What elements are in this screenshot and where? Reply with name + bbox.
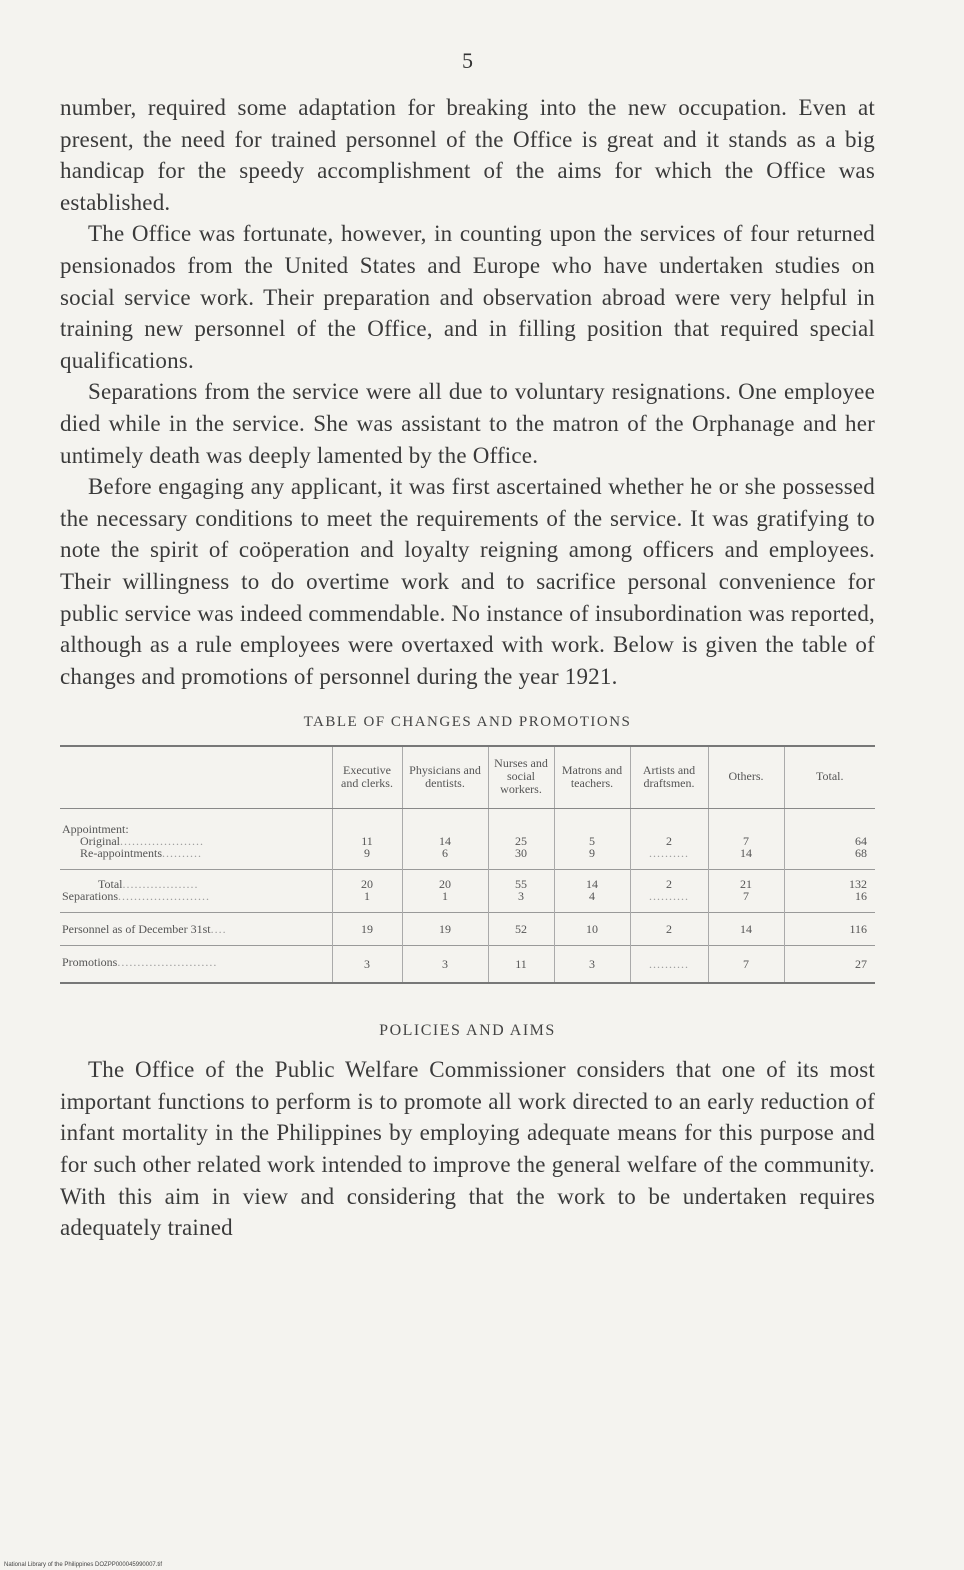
cell: ..........: [630, 847, 708, 870]
cell: 116: [784, 913, 875, 946]
cell: 132: [784, 870, 875, 891]
cell: 20: [402, 870, 488, 891]
table-title: TABLE OF CHANGES AND PROMOTIONS: [303, 714, 632, 731]
cell: 55: [488, 870, 554, 891]
cell: ..........: [630, 890, 708, 913]
cell: 6: [402, 847, 488, 870]
row-label-original: Original.....................: [80, 834, 204, 849]
cell: 68: [784, 847, 875, 870]
table-row: [60, 913, 875, 946]
table-row: [60, 809, 875, 836]
row-label-reappointments: Re-appointments..........: [80, 846, 202, 861]
cell: 3: [402, 946, 488, 984]
closing-paragraph: The Office of the Public Welfare Commissioner considers that one of its most important functions to perform is to promote all work directed to an early reduction of infant mortality in the Philippines by employing adequate means for this purpose and for such other related work intended to improve the general welfare of the community. With this aim in view and considering that the work to be undertaken requires adequately trained: [60, 1057, 875, 1241]
cell: 9: [554, 847, 630, 870]
table-row: [60, 870, 875, 891]
cell: 3: [332, 946, 402, 984]
cell: 27: [784, 946, 875, 984]
row-label-total: Total...................: [60, 870, 332, 891]
paragraph-4: Before engaging any applicant, it was first ascertained whether he or she possessed the necessary conditions to meet the requirements of the service. It was gratifying to note the spirit of coöperation and loyalty reigning among officers and employees. Their willingness to do overtime work and to sacrifice personal convenience for public service was indeed commendable. No instance of insubordination was reported, although as a rule employees were overtaxed with work. Below is given the table of changes and promotions of personnel during the year 1921.: [60, 474, 875, 689]
page-number: 5: [462, 48, 473, 73]
table-row: [60, 890, 875, 913]
paragraph-1: number, required some adaptation for breaking into the new occupation. Even at present, the need for trained personnel of the Office is great and it stands as a big handicap for the speedy accomplishment of the aims for which the Office was established.: [60, 95, 875, 215]
header-physicians: Physicians and dentists.: [402, 746, 488, 809]
cell: 1: [402, 890, 488, 913]
cell: 30: [488, 847, 554, 870]
cell: 11: [332, 835, 402, 847]
paragraph-2: The Office was fortunate, however, in counting upon the services of four returned pensionados from the United States and Europe who have undertaken studies on social service work. Their preparation and observation abroad were very helpful in training new personnel of the Office, and in filling position that required special qualifications.: [60, 221, 875, 373]
cell: 4: [554, 890, 630, 913]
header-others: Others.: [708, 746, 784, 809]
header-total: Total.: [784, 746, 875, 809]
cell: 19: [332, 913, 402, 946]
row-label-personnel: Personnel as of December 31st....: [60, 913, 332, 946]
cell: 7: [708, 835, 784, 847]
paragraph-3: Separations from the service were all due to voluntary resignations. One employee died while in the service. She was assistant to the matron of the Orphanage and her untimely death was deeply lamented by the Office.: [60, 379, 875, 468]
cell: 14: [708, 913, 784, 946]
cell: 9: [332, 847, 402, 870]
cell: 14: [708, 847, 784, 870]
cell: 7: [708, 890, 784, 913]
cell: 10: [554, 913, 630, 946]
changes-table: [60, 745, 875, 984]
cell: 7: [708, 946, 784, 984]
header-nurses: Nurses and social workers.: [488, 746, 554, 809]
cell: 2: [630, 870, 708, 891]
cell: 2: [630, 835, 708, 847]
header-artists: Artists and draftsmen.: [630, 746, 708, 809]
table-row: [60, 946, 875, 984]
header-matrons: Matrons and teachers.: [554, 746, 630, 809]
cell: 3: [488, 890, 554, 913]
table-stub-header: [60, 746, 332, 809]
cell: 2: [630, 913, 708, 946]
cell: 11: [488, 946, 554, 984]
cell: 64: [784, 835, 875, 847]
row-label-separations: Separations.......................: [62, 889, 210, 904]
header-executive: Executive and clerks.: [332, 746, 402, 809]
cell: 14: [554, 870, 630, 891]
table-header-row: [60, 746, 875, 809]
row-label-appointment: Appointment:: [62, 822, 129, 837]
cell: 52: [488, 913, 554, 946]
section-heading: POLICIES AND AIMS: [379, 1022, 556, 1040]
cell: 19: [402, 913, 488, 946]
cell: 5: [554, 835, 630, 847]
cell: 21: [708, 870, 784, 891]
row-label-promotions: Promotions.........................: [60, 946, 332, 984]
document-page: [60, 40, 875, 1244]
table-row: [60, 847, 875, 870]
footer-note: National Library of the Philippines DOZPP000045990007.tif: [4, 1562, 163, 1568]
cell: 3: [554, 946, 630, 984]
cell: 14: [402, 835, 488, 847]
cell: 20: [332, 870, 402, 891]
cell: ..........: [630, 946, 708, 984]
cell: 25: [488, 835, 554, 847]
cell: 16: [784, 890, 875, 913]
cell: 1: [332, 890, 402, 913]
